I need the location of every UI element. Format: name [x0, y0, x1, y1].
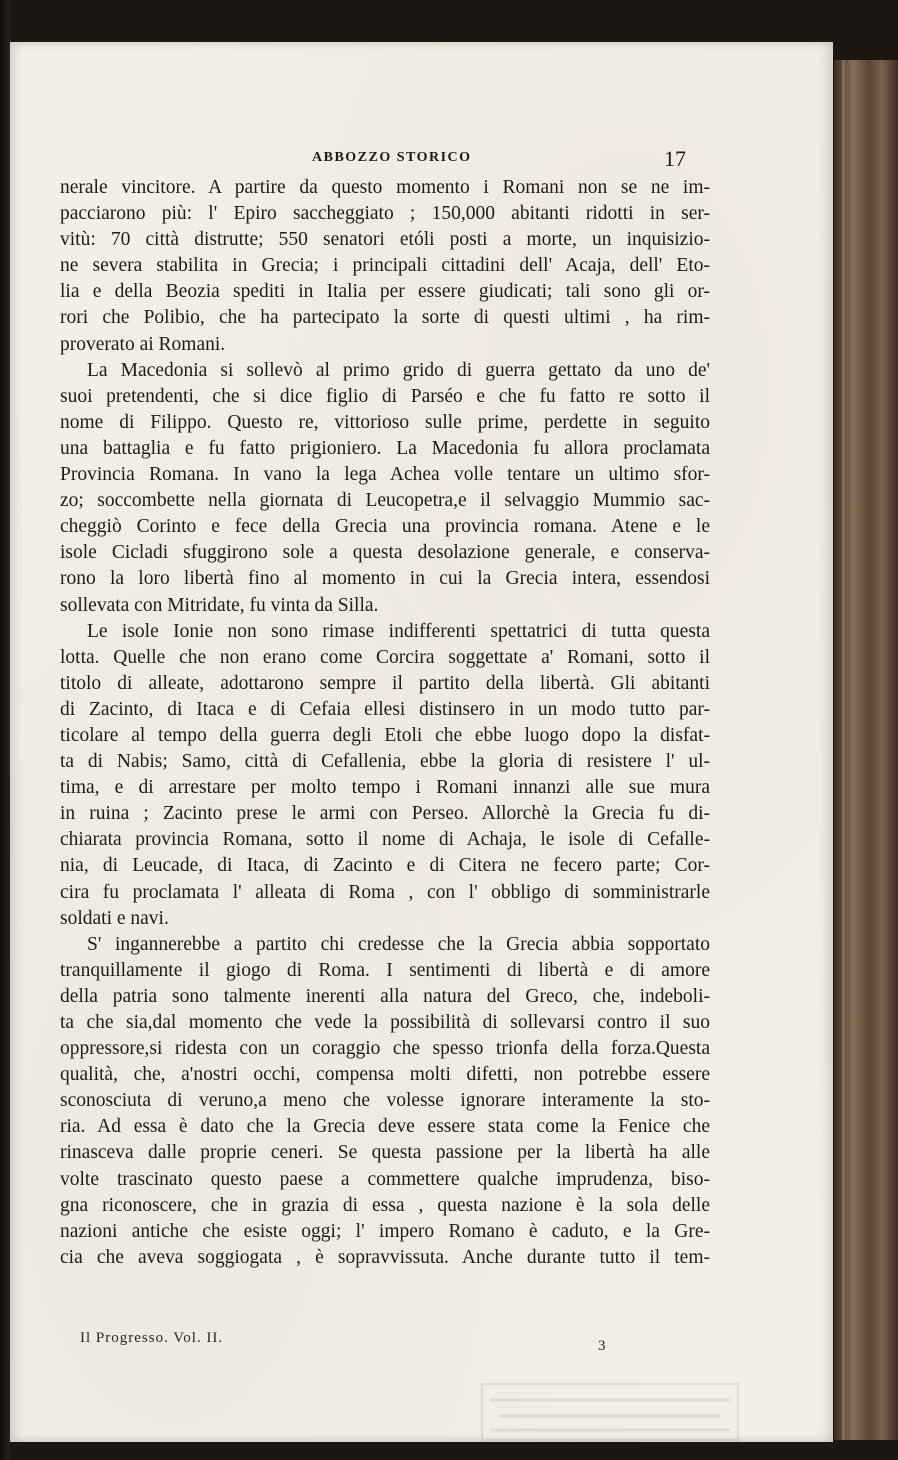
- text-line: qualità, che, a'nostri occhi, compensa molti difetti, non potrebbe essere: [60, 1064, 710, 1086]
- text-line: tranquillamente il giogo di Roma. I sentimenti di libertà e di amore: [60, 959, 710, 981]
- paragraph-start-line: Le isole Ionie non sono rimase indifferenti spettatrici di tutta questa: [87, 620, 710, 642]
- text-line: tima, e di arrestare per molto tempo i Romani innanzi alle sue mura: [60, 777, 710, 799]
- text-line: isole Cicladi sfuggirono sole a questa desolazione generale, e conserva-: [60, 542, 710, 564]
- text-line: di Zacinto, di Itaca e di Cefaia ellesi distinsero in un modo tutto par-: [60, 698, 710, 720]
- paragraph-start-line: La Macedonia si sollevò al primo grido di guerra gettato da uno de': [87, 359, 710, 381]
- text-line: suoi pretendenti, che si dice figlio di Parséo e che fu fatto re sotto il: [60, 385, 710, 407]
- text-line: rori che Polibio, che ha partecipato la sorte di questi ultimi , ha rim-: [60, 307, 710, 329]
- body-text: [60, 175, 710, 1327]
- book-binding: [834, 60, 898, 1440]
- text-line: [60, 1271, 710, 1297]
- text-line: rono la loro libertà fino al momento in cui la Grecia intera, essendosi: [60, 568, 710, 590]
- paragraph-start-line: S' ingannerebbe a partito chi credesse che la Grecia abbia sopportato: [87, 933, 710, 955]
- text-line: ne severa stabilita in Grecia; i principali cittadini dell' Acaja, dell' Eto-: [60, 255, 710, 277]
- text-line: una battaglia e fu fatto prigioniero. La Macedonia fu allora proclamata: [60, 437, 710, 459]
- book-edge-left: [0, 0, 10, 1460]
- text-line: volte trascinato questo paese a commettere qualche imprudenza, biso-: [60, 1168, 710, 1190]
- text-line: in ruina ; Zacinto prese le armi con Perseo. Allorchè la Grecia fu di-: [60, 803, 710, 825]
- text-line: della patria sono talmente inerenti alla natura del Greco, che, indeboli-: [60, 985, 710, 1007]
- text-line: proverato ai Romani.: [60, 333, 226, 355]
- page-footer: [10, 1330, 833, 1360]
- book-page: [10, 42, 833, 1442]
- text-line: ria. Ad essa è dato che la Grecia deve essere stata come la Fenice che: [60, 1116, 710, 1138]
- text-line: Provincia Romana. In vano la lega Achea volle tentare un ultimo sfor-: [60, 464, 710, 486]
- text-line: cheggiò Corinto e fece della Grecia una provincia romana. Atene e le: [60, 516, 710, 538]
- signature-mark: Il Progresso. Vol. II.: [80, 1330, 224, 1346]
- text-line: cira fu proclamata l' alleata di Roma , con l' obbligo di somministrarle: [60, 881, 710, 903]
- text-line: zo; soccombette nella giornata di Leucopetra,e il selvaggio Mummio sac-: [60, 490, 710, 512]
- text-line: sconosciuta di veruno,a meno che volesse ignorare interamente la sto-: [60, 1090, 710, 1112]
- text-line: cia che aveva soggiogata , è sopravvissuta. Anche durante tutto il tem-: [60, 1246, 710, 1268]
- text-line: titolo di alleate, adottarono sempre il partito della libertà. Gli abitanti: [60, 672, 710, 694]
- text-line: lotta. Quelle che non erano come Corcira soggettate a' Romani, sotto il: [60, 646, 710, 668]
- text-line: soldati e navi.: [60, 907, 169, 929]
- text-line: nerale vincitore. A partire da questo momento i Romani non se ne im-: [60, 177, 710, 198]
- text-line: nome di Filippo. Questo re, vittorioso sulle prime, perdette in seguito: [60, 411, 710, 433]
- text-line: vitù: 70 città distrutte; 550 senatori etóli posti a morte, un inquisizio-: [60, 229, 710, 251]
- text-line: rinasceva dalle proprie ceneri. Se questa passione per la libertà ha alle: [60, 1142, 710, 1164]
- text-line: ticolare al tempo della guerra degli Etoli che ebbe luogo dopo la disfat-: [60, 724, 710, 746]
- text-line: chiarata provincia Romana, sotto il nome di Achaja, le isole di Cefalle-: [60, 829, 710, 851]
- sheet-number: 3: [598, 1338, 606, 1354]
- text-line: lia e della Beozia spediti in Italia per essere giudicati; tali sono gli or-: [60, 281, 710, 303]
- page-number: 17: [664, 146, 686, 171]
- library-stamp: [480, 1382, 740, 1442]
- text-line: nia, di Leucade, di Itaca, di Zacinto e di Citera ne fecero parte; Cor-: [60, 855, 710, 877]
- text-line: gna riconoscere, che in grazia di essa , questa nazione è la sola delle: [60, 1194, 710, 1216]
- text-line: sollevata con Mitridate, fu vinta da Silla.: [60, 594, 379, 616]
- text-line: nazioni antiche che esiste oggi; l' impero Romano è caduto, e la Gre-: [60, 1220, 710, 1242]
- text-line: oppressore,si ridesta con un coraggio che spesso trionfa della forza.Questa: [60, 1038, 710, 1060]
- text-line: ta di Nabis; Samo, città di Cefallenia, ebbe la gloria di resistere l' ul-: [60, 751, 710, 773]
- text-line: pacciarono più: l' Epiro saccheggiato ; 150,000 abitanti ridotti in ser-: [60, 203, 710, 225]
- running-title: ABBOZZO STORICO: [312, 150, 472, 165]
- text-line: ta che sia,dal momento che vede la possibilità di sollevarsi contro il suo: [60, 1012, 710, 1033]
- running-head: [10, 148, 833, 172]
